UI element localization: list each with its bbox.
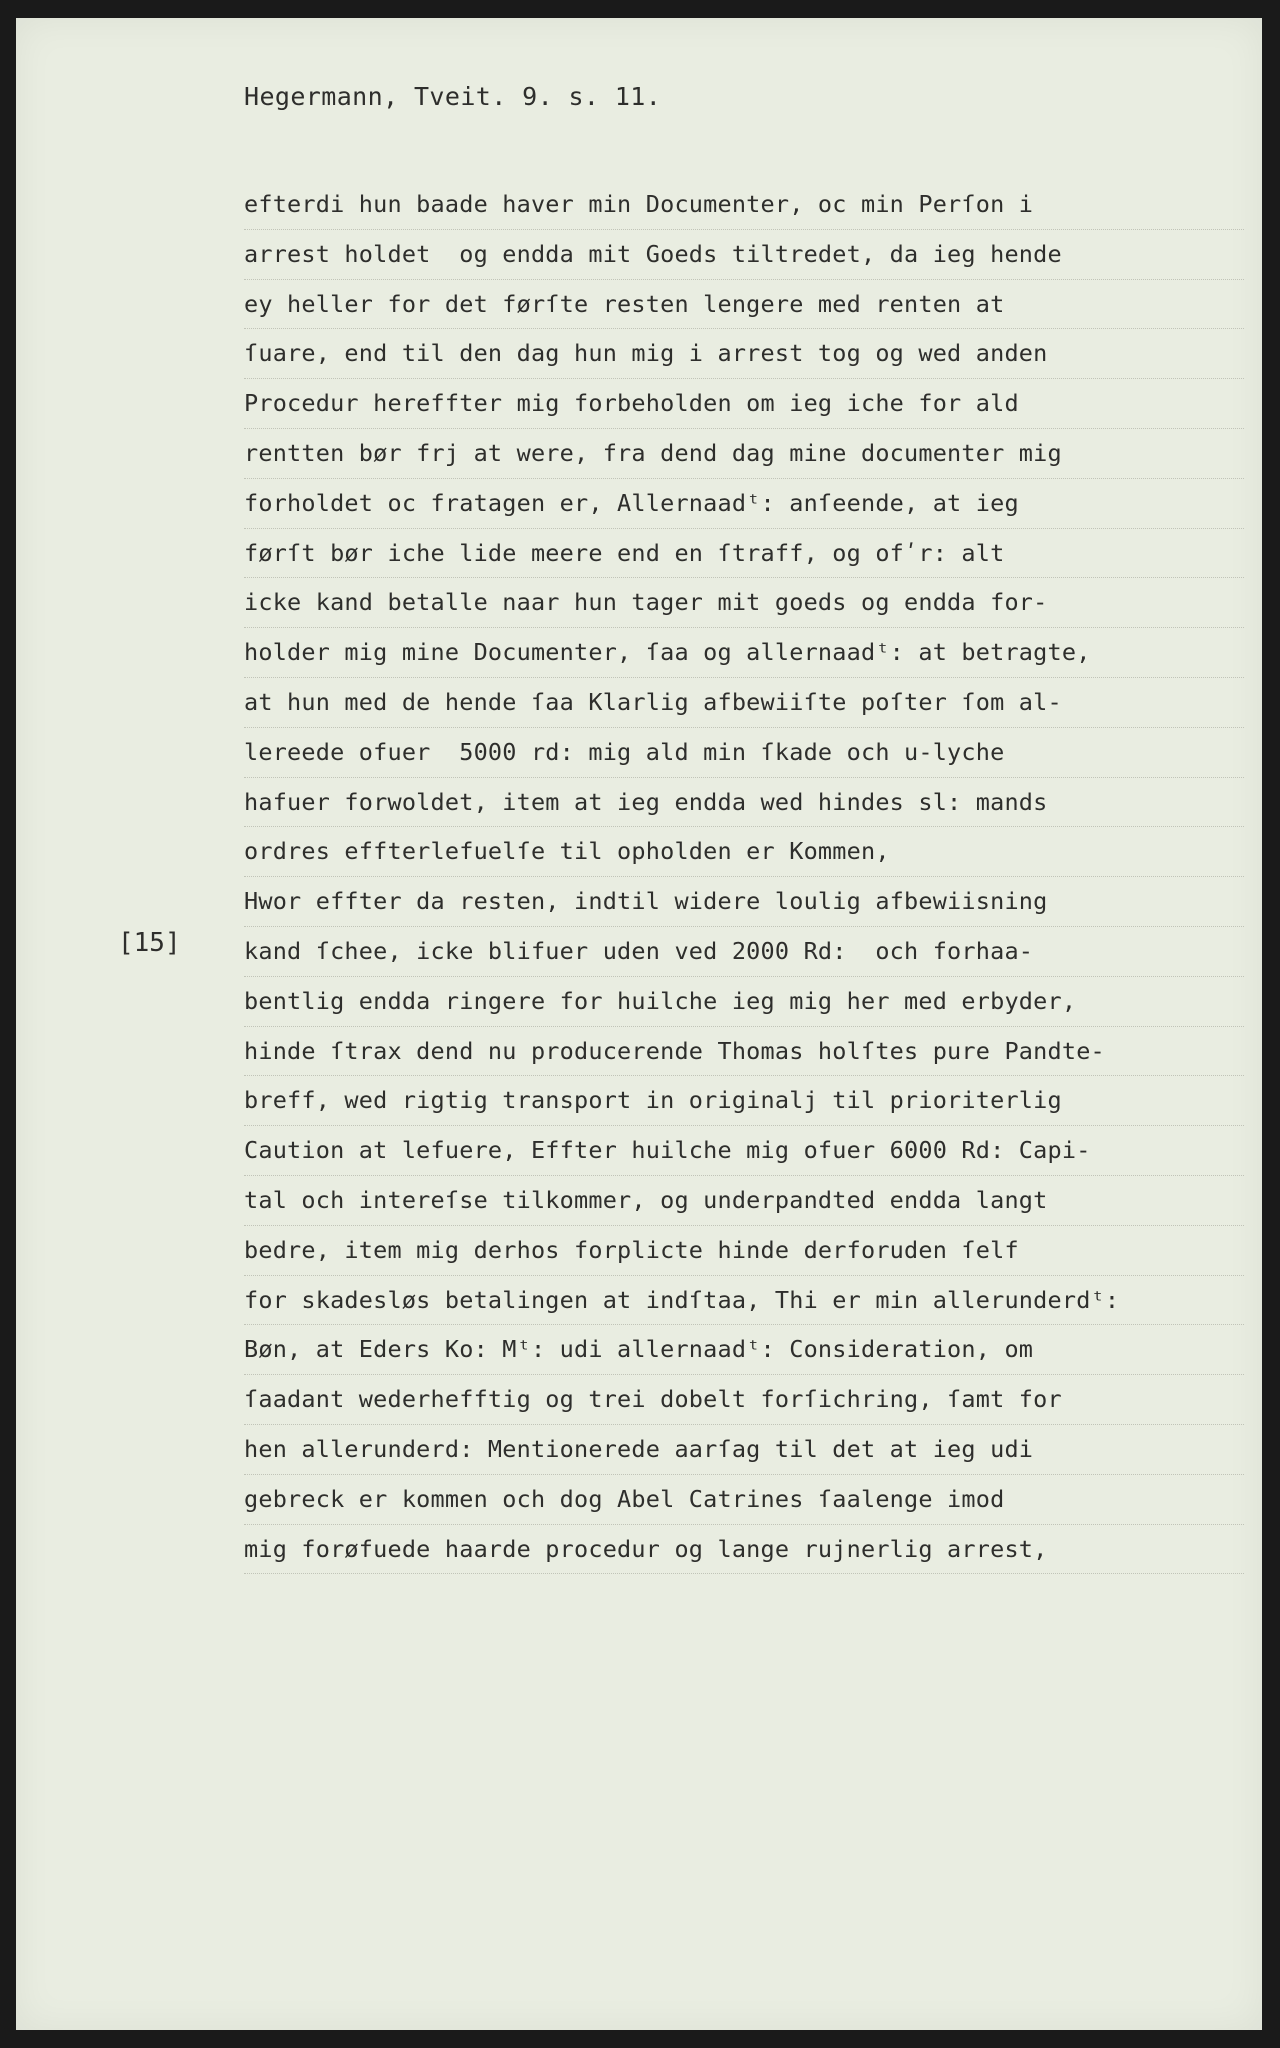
text-line: at hun med de hende ſaa Klarlig afbewiiſte poſter ſom al- <box>244 678 1244 728</box>
document-body <box>244 180 1244 1574</box>
text-line: Hwor effter da resten, indtil widere loulig afbewiisning <box>244 877 1244 927</box>
document-page <box>16 18 1262 2030</box>
text-line: hen allerunderd: Mentionerede aarſag til det at ieg udi <box>244 1425 1244 1475</box>
text-line: bedre, item mig derhos forplicte hinde derforuden ſelf <box>244 1226 1244 1276</box>
text-line: bentlig endda ringere for huilche ieg mig her med erbyder, <box>244 977 1244 1027</box>
text-line: ſuare, end til den dag hun mig i arrest tog og wed anden <box>244 329 1244 379</box>
text-line: efterdi hun baade haver min Documenter, oc min Perſon i <box>244 180 1244 230</box>
page-number-margin-note: [15] <box>118 928 181 958</box>
text-line: lereede ofuer 5000 rd: mig ald min ſkade och u-lyche <box>244 728 1244 778</box>
text-line: for skadesløs betalingen at indſtaa, Thi er min allerunderdᵗ: <box>244 1276 1244 1326</box>
text-line: ſaadant wederhefftig og trei dobelt forſichring, ſamt for <box>244 1375 1244 1425</box>
text-line: gebreck er kommen och dog Abel Catrines ſaalenge imod <box>244 1475 1244 1525</box>
text-line: Bøn, at Eders Ko: Mᵗ: udi allernaadᵗ: Consideration, om <box>244 1325 1244 1375</box>
text-line: hinde ſtrax dend nu producerende Thomas holſtes pure Pandte- <box>244 1027 1244 1077</box>
text-line: icke kand betalle naar hun tager mit goeds og endda for- <box>244 578 1244 628</box>
text-line: mig forøfuede haarde procedur og lange rujnerlig arrest, <box>244 1525 1244 1575</box>
text-line: Procedur hereffter mig forbeholden om ieg iche for ald <box>244 379 1244 429</box>
text-line: Caution at lefuere, Effter huilche mig ofuer 6000 Rd: Capi- <box>244 1126 1244 1176</box>
text-line: ordres effterlefuelſe til opholden er Kommen, <box>244 827 1244 877</box>
text-line: ey heller for det førſte resten lengere med renten at <box>244 280 1244 330</box>
text-line: forholdet oc fratagen er, Allernaadᵗ: anſeende, at ieg <box>244 479 1244 529</box>
text-line: tal och intereſse tilkommer, og underpandted endda langt <box>244 1176 1244 1226</box>
text-line: førſt bør iche lide meere end en ſtraff, og ofʹr: alt <box>244 529 1244 579</box>
text-line: breff, wed rigtig transport in originalj til prioriterlig <box>244 1076 1244 1126</box>
page-header: Hegermann, Tveit. 9. s. 11. <box>244 82 662 111</box>
text-line: arrest holdet og endda mit Goeds tiltredet, da ieg hende <box>244 230 1244 280</box>
text-line: hafuer forwoldet, item at ieg endda wed hindes sl: mands <box>244 778 1244 828</box>
text-line: rentten bør frj at were, fra dend dag mine documenter mig <box>244 429 1244 479</box>
text-line: holder mig mine Documenter, ſaa og allernaadᵗ: at betragte, <box>244 628 1244 678</box>
text-line: kand ſchee, icke blifuer uden ved 2000 Rd: och forhaa- <box>244 927 1244 977</box>
